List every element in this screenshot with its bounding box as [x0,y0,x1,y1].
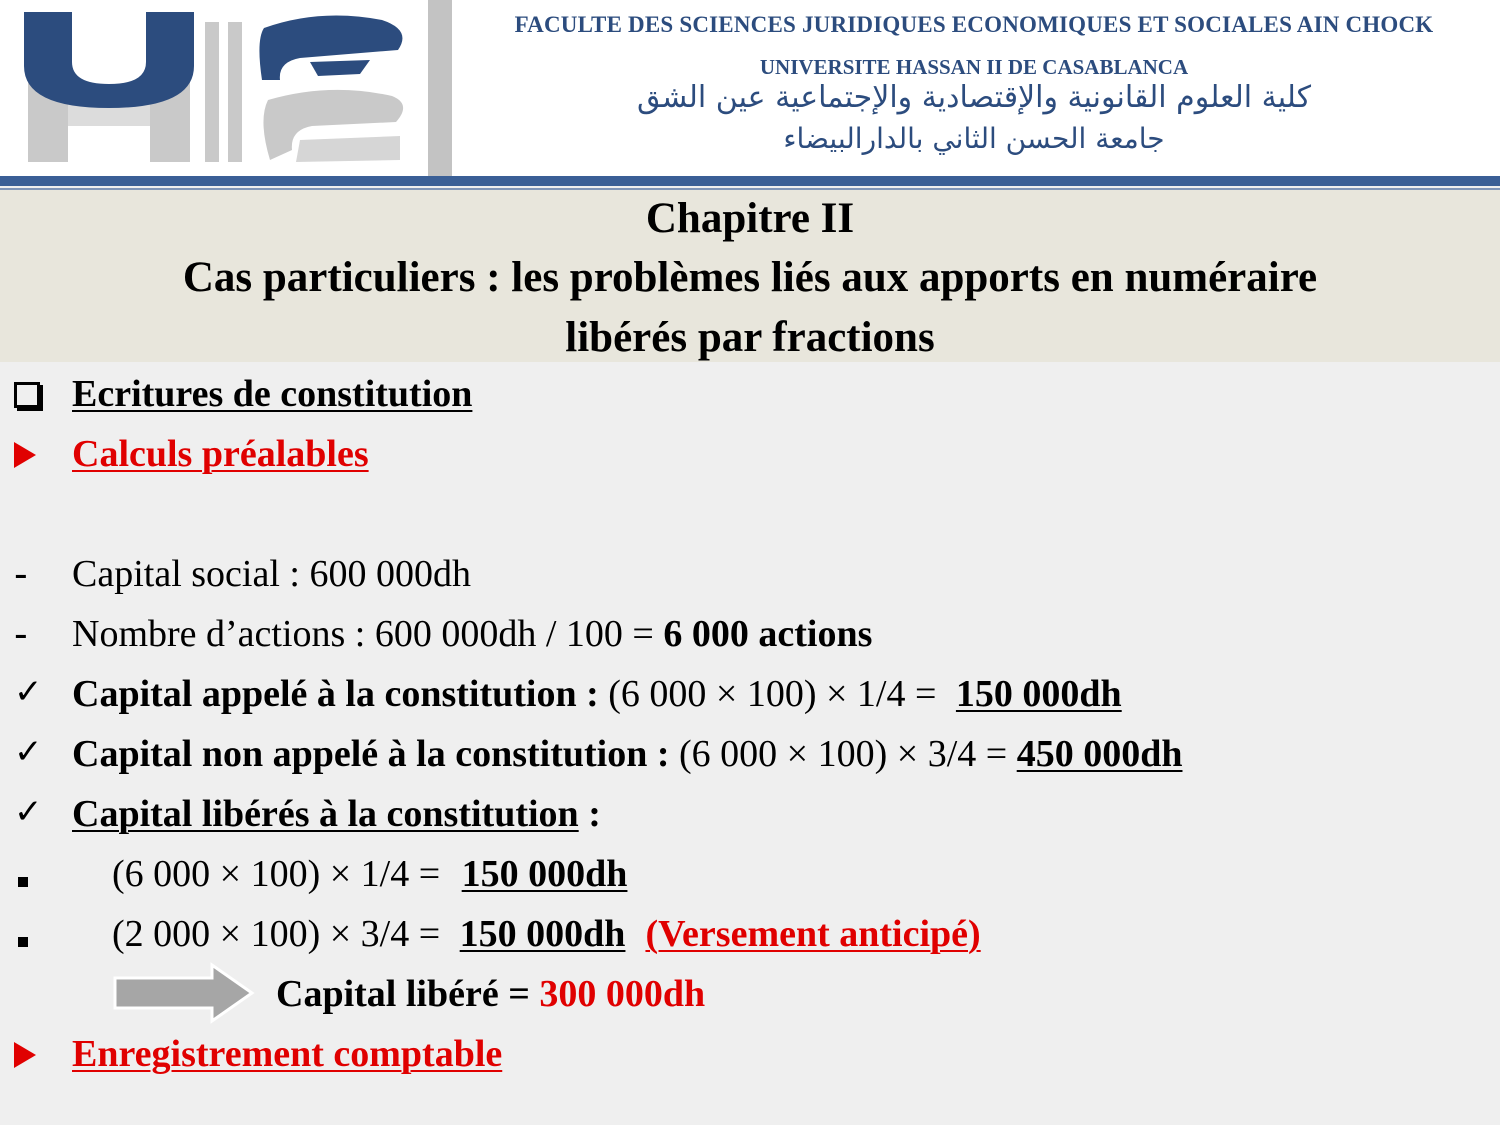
check-icon: ✓ [14,732,43,772]
capital-non-appele-row [0,732,1500,782]
capital-non-appele-label: Capital non appelé à la constitution : [72,733,680,775]
university-name-fr: UNIVERSITE HASSAN II DE CASABLANCA [759,55,1189,79]
subheading-enregistrement-row [0,1032,1500,1082]
arrow-bullet-icon [14,1032,54,1077]
nb-actions [72,612,872,656]
dash-bullet: - [14,612,28,656]
capital-liberes-label: Capital libérés à la constitution [72,793,579,835]
liberation-1 [112,852,627,896]
liberation-1-value: 150 000dh [461,853,628,895]
capital-libere-total [276,972,705,1016]
capital-appele-row [0,672,1500,722]
check-icon: ✓ [14,792,43,832]
nb-actions-prefix: Nombre d’actions : 600 000dh / 100 = [72,613,664,655]
chapter-subtitle-line2: libérés par fractions [565,314,935,361]
checkbox-bullet-icon [14,372,54,417]
capital-libere-total-label: Capital libéré = [276,973,540,1015]
capital-social: Capital social : 600 000dh [72,553,471,595]
arrow-bullet-icon [14,432,54,477]
capital-social-row [0,552,1500,602]
liberation-2-row [0,912,1500,962]
dash-bullet: - [14,552,28,596]
square-bullet-icon [14,852,54,896]
slide-title [0,190,1500,362]
liberation-1-formula: (6 000 × 100) × 1/4 = [112,853,450,895]
versement-anticipe-note: (Versement anticipé) [645,913,981,955]
capital-appele-formula: (6 000 × 100) × 1/4 = [608,673,946,715]
subheading-calculs-row [0,432,1500,482]
liberation-1-row [0,852,1500,902]
liberation-2-value: 150 000dh [459,913,626,955]
nb-actions-row [0,612,1500,662]
chapter-subtitle-line1: Cas particuliers : les problèmes liés aux apports en numéraire [182,254,1318,301]
section-heading-row [0,372,1500,422]
capital-liberes [72,792,601,836]
capital-non-appele [72,732,1182,776]
nb-actions-value: 6 000 actions [663,613,873,655]
check-icon: ✓ [14,672,43,712]
capital-non-appele-value: 450 000dh [1016,733,1183,775]
chapter-title: Chapitre II [645,195,855,242]
university-name-ar: جامعة الحسن الثاني بالدارالبيضاء [783,122,1165,155]
capital-appele-label: Capital appelé à la constitution : [72,673,609,715]
institution-name-ar: كلية العلوم القانونية والإقتصادية والإجتماعية عين الشق [636,80,1312,115]
liberation-2 [112,912,981,956]
capital-appele [72,672,1122,716]
header [0,0,1500,178]
header-rule [0,176,1500,186]
capital-liberes-colon: : [578,793,601,835]
section-heading: Ecritures de constitution [72,373,473,415]
liberation-2-formula: (2 000 × 100) × 3/4 = [112,913,450,955]
header-divider [428,0,452,178]
subheading-calculs: Calculs préalables [72,433,369,475]
capital-appele-value: 150 000dh [955,673,1122,715]
capital-libere-total-row [0,972,1500,1022]
subheading-enregistrement: Enregistrement comptable [72,1033,503,1075]
university-logo [0,0,428,178]
institution-name-fr: FACULTE DES SCIENCES JURIDIQUES ECONOMIQUES ET SOCIALES AIN CHOCK [514,12,1434,37]
square-bullet-icon [14,912,54,956]
capital-non-appele-formula: (6 000 × 100) × 3/4 = [679,733,1017,775]
capital-libere-total-value: 300 000dh [539,973,706,1015]
capital-liberes-row [0,792,1500,842]
